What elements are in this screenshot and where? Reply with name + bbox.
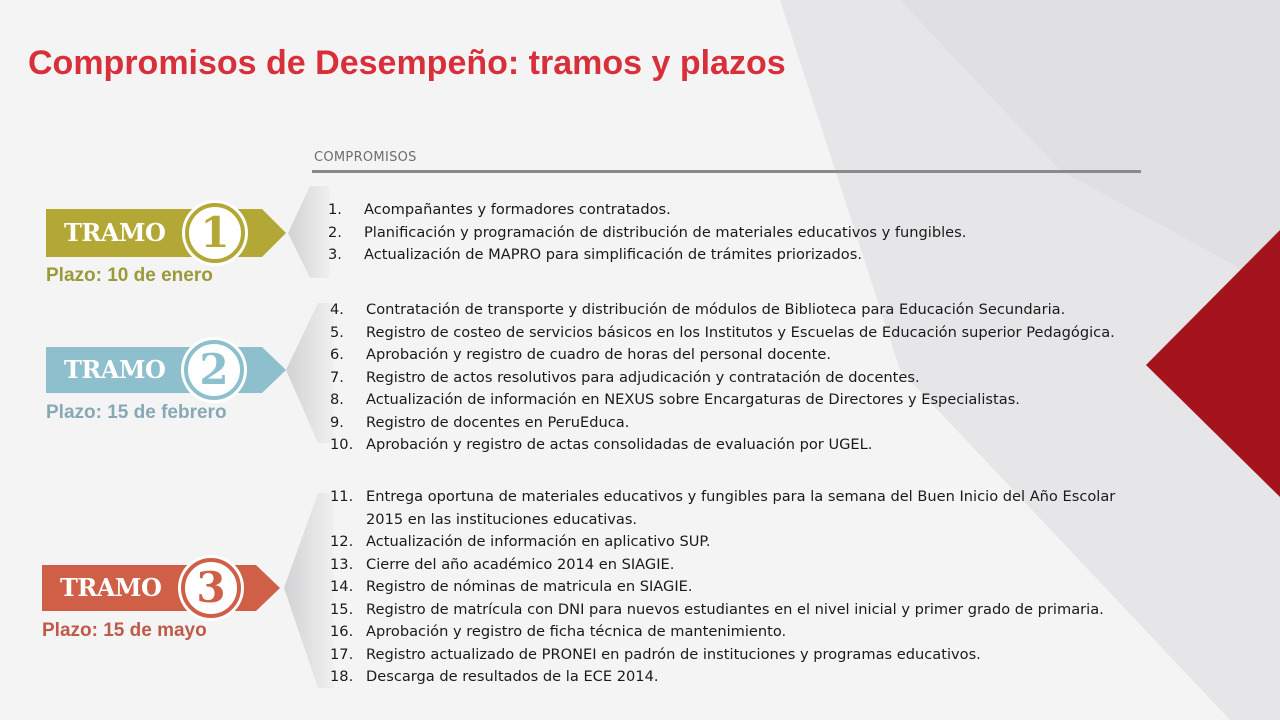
tramo-1-plazo: Plazo: 10 de enero (46, 265, 213, 286)
section-label: COMPROMISOS (314, 150, 417, 165)
tramo-2-label: TRAMO (64, 355, 166, 384)
list-item: 13. Cierre del año académico 2014 en SIAGIE. (330, 555, 675, 573)
list-item: 9. Registro de docentes en PeruEduca. (330, 413, 630, 431)
tramo-1-list (328, 199, 966, 267)
list-item: 8. Actualización de información en NEXUS sobre Encargaturas de Directores y Especialistas. (330, 391, 1020, 408)
list-item: 12. Actualización de información en aplicativo SUP. (330, 533, 711, 550)
list-item: 1. Acompañantes y formadores contratados. (328, 201, 671, 218)
tramo-1-number: 1 (200, 208, 230, 257)
list-item: 2. Planificación y programación de distribución de materiales educativos y fungibles. (328, 223, 967, 241)
list-item: 18. Descarga de resultados de la ECE 2014. (330, 668, 659, 685)
list-item: 16. Aprobación y registro de ficha técnica de mantenimiento. (330, 623, 787, 640)
list-item: 3. Actualización de MAPRO para simplificación de trámites priorizados. (328, 246, 862, 263)
tramo-1-label: TRAMO (64, 218, 166, 247)
tramo-2-plazo: Plazo: 15 de febrero (46, 402, 227, 423)
list-item: 4. Contratación de transporte y distribución de módulos de Biblioteca para Educación Secundaria. (330, 301, 1066, 318)
tramo-3-list (330, 486, 1146, 689)
tramo-3-label: TRAMO (60, 573, 162, 602)
list-item: 11. Entrega oportuna de materiales educativos y fungibles para la semana del Buen Inicio del Año Escolar 2015 en las instituciones educativas. (330, 488, 1116, 528)
list-item: 6. Aprobación y registro de cuadro de horas del personal docente. (330, 346, 832, 363)
tramo-3-banner (0, 0, 290, 90)
section-divider (312, 170, 1141, 173)
list-item: 17. Registro actualizado de PRONEI en padrón de instituciones y programas educativos. (330, 645, 981, 663)
list-item: 10. Aprobación y registro de actas consolidadas de evaluación por UGEL. (330, 436, 873, 453)
list-item: 5. Registro de costeo de servicios básicos en los Institutos y Escuelas de Educación superior Pedagógica. (330, 323, 1115, 341)
tramo-2-list (330, 299, 1115, 457)
tramo-2-number: 2 (199, 345, 229, 394)
list-item: 14. Registro de nóminas de matricula en SIAGIE. (330, 578, 693, 595)
tramo-3-number: 3 (196, 563, 226, 612)
list-item: 15. Registro de matrícula con DNI para nuevos estudiantes en el nivel inicial y primer grado de primaria. (330, 600, 1104, 618)
page-title: Compromisos de Desempeño: tramos y plazos (28, 44, 786, 82)
tramo-3-plazo: Plazo: 15 de mayo (42, 620, 207, 641)
list-item: 7. Registro de actos resolutivos para adjudicación y contratación de docentes. (330, 368, 920, 386)
